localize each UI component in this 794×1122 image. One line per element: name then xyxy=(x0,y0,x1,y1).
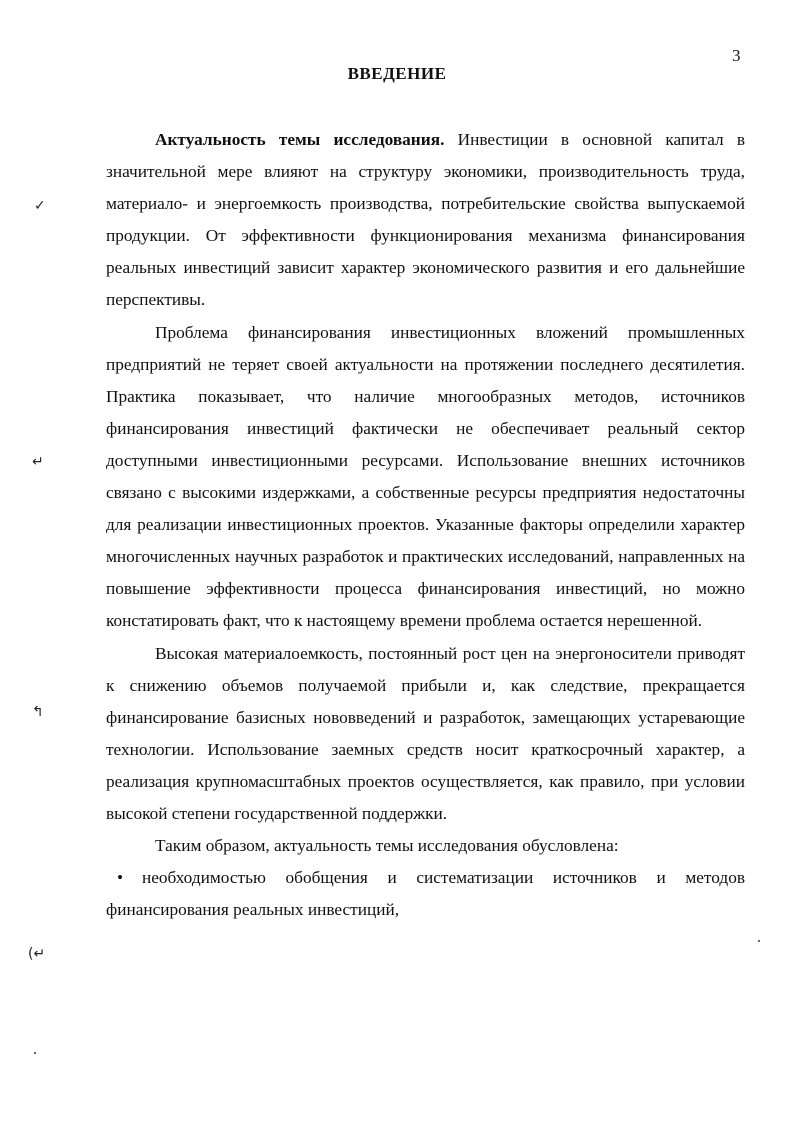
paragraph-text: Таким образом, актуальность темы исследования обусловлена: xyxy=(155,836,619,856)
paragraph-text: Инвестиции в основной капитал в значительной мере влияют на структуру экономики, производительность труда, материало- и энергоемкость производства, потребительские свойства выпускаемой продукции. От эффективности функционирования механизма финансирования реальных инвестиций зависит характер экономического развития и его дальнейшие перспективы. xyxy=(106,130,745,310)
margin-arrow-icon: ↰ xyxy=(32,704,44,720)
paragraph-material xyxy=(106,638,745,831)
bullet-item xyxy=(106,862,745,926)
bullet-text: необходимостью обобщения и систематизации источников и методов финансирования реальных инвестиций, xyxy=(106,868,745,920)
paragraph-problem xyxy=(106,317,745,638)
scan-speck xyxy=(34,1052,36,1054)
paragraph-text: Проблема финансирования инвестиционных вложений промышленных предприятий не теряет своей актуальности на протяжении последнего десятилетия. Практика показывает, что наличие многообразных методов, источников финансирования инвестиций фактически не обеспечивает реальный сектор доступными инвестиционными ресурсами. Использование внешних источников связано с высокими издержками, а собственные ресурсы предприятия недостаточны для реализации инвестиционных проектов. Указанные факторы определили характер многочисленных научных разработок и практических исследований, направленных на повышение эффективности процесса финансирования инвестиций, но можно констатировать факт, что к настоящему времени проблема остается нерешенной. xyxy=(106,322,745,631)
paragraph-text: Высокая материалоемкость, постоянный рост цен на энергоносители приводят к снижению объемов получаемой прибыли и, как следствие, прекращается финансирование базисных нововведений и разработок, замещающих устаревающие технологии. Использование заемных средств носит краткосрочный характер, а реализация крупномасштабных проектов осуществляется, как правило, при условии высокой степени государственной поддержки. xyxy=(106,643,745,823)
scan-speck xyxy=(758,940,760,942)
page-number: 3 xyxy=(732,46,741,65)
margin-return-icon: ↵ xyxy=(32,454,44,470)
document-body xyxy=(106,124,745,926)
paragraph-summary xyxy=(106,830,745,862)
margin-return-icon: (↵ xyxy=(28,946,46,962)
margin-check-icon: ✓ xyxy=(34,198,46,214)
bullet-icon: • xyxy=(117,868,124,888)
paragraph-relevance xyxy=(106,124,745,317)
page-title: ВВЕДЕНИЕ xyxy=(347,64,447,83)
paragraph-lead: Актуальность темы исследования. xyxy=(155,130,445,149)
